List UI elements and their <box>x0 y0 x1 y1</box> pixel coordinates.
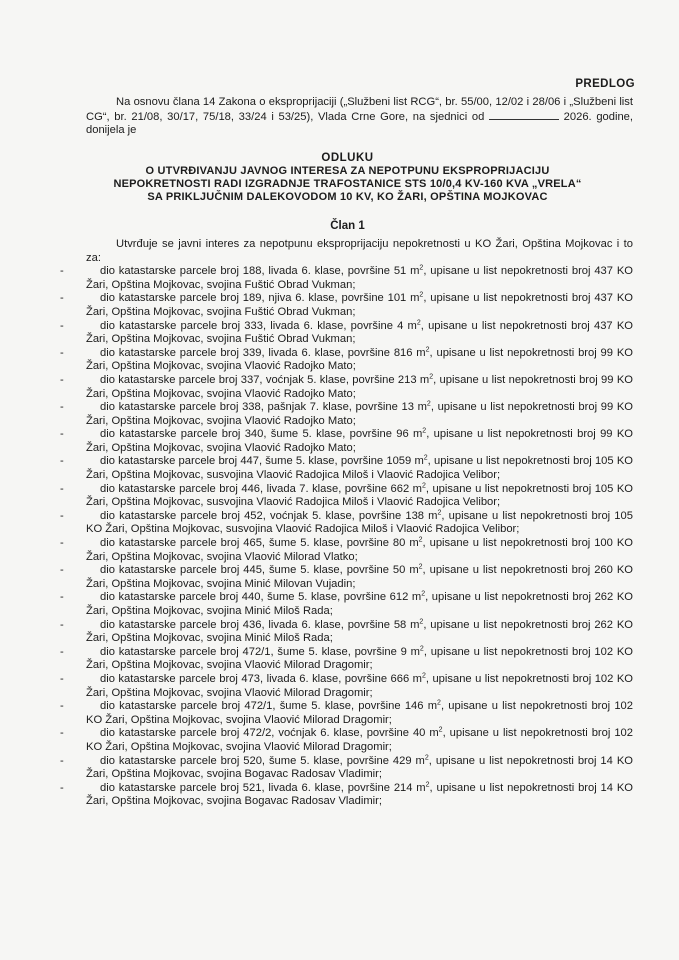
list-dash: - <box>60 455 64 468</box>
parcel-text: dio katastarske parcele broj 445, šume 5. klase, površine 50 m <box>100 564 419 577</box>
parcel-text: dio katastarske parcele broj 440, šume 5. klase, površine 612 m <box>100 591 422 604</box>
parcel-registry-text: , upisane u list nepokretnosti broj 102 KO Žari, Opština Mojkovac, svojina Vlaović Milorad Dragomir; <box>86 645 633 672</box>
parcel-item <box>60 483 633 510</box>
square-meter-exponent: 2 <box>419 645 424 653</box>
list-dash: - <box>60 727 64 740</box>
square-meter-exponent: 2 <box>418 536 423 544</box>
square-meter-exponent: 2 <box>421 590 426 598</box>
parcel-text: dio katastarske parcele broj 189, njiva 6. klase, površine 101 m <box>100 292 420 305</box>
list-dash: - <box>60 754 64 767</box>
square-meter-exponent: 2 <box>419 617 424 625</box>
parcel-item <box>60 374 633 401</box>
preamble <box>86 96 633 138</box>
decision-title <box>86 152 609 205</box>
parcel-item <box>60 265 633 292</box>
list-dash: - <box>60 700 64 713</box>
article-intro: Utvrđuje se javni interes za nepotpunu eksproprijaciju nepokretnosti u KO Žari, Opština Mojkovac i to za: <box>86 237 633 264</box>
list-dash: - <box>60 482 64 495</box>
title-odluka: ODLUKU <box>321 151 374 164</box>
square-meter-exponent: 2 <box>437 699 441 707</box>
parcel-item <box>60 401 633 428</box>
parcel-item <box>60 700 633 727</box>
parcel-registry-text: , upisane u list nepokretnosti broj 105 KO Žari, Opština Mojkovac, susvojina Vlaović Radojica Miloš i Vlaović Radojica Velibor; <box>86 482 633 509</box>
parcel-registry-text: , upisane u list nepokretnosti broj 262 KO Žari, Opština Mojkovac, svojina Minić Miloš Rada; <box>86 618 633 645</box>
square-meter-exponent: 2 <box>419 264 424 272</box>
parcel-text: dio katastarske parcele broj 447, šume 5. klase, površine 1059 m <box>100 455 424 468</box>
parcel-text: dio katastarske parcele broj 340, šume 5. klase, površine 96 m <box>100 428 423 441</box>
parcel-text: dio katastarske parcele broj 521, livada 6. klase, površine 214 m <box>100 781 426 794</box>
parcel-text: dio katastarske parcele broj 436, livada 6. klase, površine 58 m <box>100 618 420 631</box>
list-dash: - <box>60 537 64 550</box>
date-blank-line <box>489 110 559 120</box>
parcel-text: dio katastarske parcele broj 520, šume 5. klase, površine 429 m <box>100 754 425 767</box>
parcel-text: dio katastarske parcele broj 337, voćnjak 5. klase, površine 213 m <box>100 373 430 386</box>
parcel-registry-text: , upisane u list nepokretnosti broj 260 KO Žari, Opština Mojkovac, svojina Minić Milovan Vujadin; <box>86 564 633 590</box>
parcel-text: dio katastarske parcele broj 473, livada 6. klase, površine 666 m <box>100 672 422 685</box>
square-meter-exponent: 2 <box>419 291 424 299</box>
parcel-registry-text: , upisane u list nepokretnosti broj 99 KO Žari, Opština Mojkovac, svojina Vlaović Radojko Mato; <box>86 373 633 400</box>
square-meter-exponent: 2 <box>424 753 429 761</box>
list-dash: - <box>60 618 64 631</box>
title-line-3: SA PRIKLJUČNIM DALEKOVODOM 10 KV, KO ŽARI, OPŠTINA MOJKOVAC <box>147 191 548 204</box>
parcel-item <box>60 619 633 646</box>
list-dash: - <box>60 319 64 332</box>
parcel-text: dio katastarske parcele broj 333, livada 6. klase, površine 4 m <box>100 319 417 332</box>
parcel-registry-text: , upisane u list nepokretnosti broj 437 KO Žari, Opština Mojkovac, svojina Fuštić Obrad Vukman; <box>86 265 633 291</box>
square-meter-exponent: 2 <box>425 780 430 788</box>
list-dash: - <box>60 346 64 359</box>
parcel-item <box>60 591 633 618</box>
parcel-registry-text: , upisane u list nepokretnosti broj 14 KO Žari, Opština Mojkovac, svojina Bogavac Radosav Vladimir; <box>86 781 633 808</box>
square-meter-exponent: 2 <box>438 726 443 734</box>
list-dash: - <box>60 591 64 604</box>
square-meter-exponent: 2 <box>421 672 426 680</box>
parcel-registry-text: , upisane u list nepokretnosti broj 99 KO Žari, Opština Mojkovac, svojina Vlaović Radojko Mato; <box>86 401 633 427</box>
predlog-label: PREDLOG <box>575 78 635 90</box>
parcel-item <box>60 510 633 537</box>
parcel-list <box>60 265 633 809</box>
parcel-item <box>60 347 633 374</box>
parcel-registry-text: , upisane u list nepokretnosti broj 99 KO Žari, Opština Mojkovac, svojina Vlaović Radojko Mato; <box>86 428 633 454</box>
parcel-item <box>60 455 633 482</box>
list-dash: - <box>60 509 64 522</box>
parcel-text: dio katastarske parcele broj 452, voćnjak 5. klase, površine 138 m <box>100 509 438 522</box>
parcel-registry-text: , upisane u list nepokretnosti broj 102 KO Žari, Opština Mojkovac, svojina Vlaović Milorad Dragomir; <box>86 700 633 726</box>
parcel-registry-text: , upisane u list nepokretnosti broj 102 KO Žari, Opština Mojkovac, svojina Vlaović Milorad Dragomir; <box>86 727 633 753</box>
parcel-item <box>60 428 633 455</box>
list-dash: - <box>60 564 64 577</box>
parcel-registry-text: , upisane u list nepokretnosti broj 437 KO Žari, Opština Mojkovac, svojina Fuštić Obrad Vukman; <box>86 319 633 346</box>
parcel-registry-text: , upisane u list nepokretnosti broj 14 KO Žari, Opština Mojkovac, svojina Bogavac Radosav Vladimir; <box>86 754 633 781</box>
parcel-item <box>60 782 633 809</box>
parcel-item <box>60 673 633 700</box>
list-dash: - <box>60 401 64 414</box>
parcel-item <box>60 292 633 319</box>
square-meter-exponent: 2 <box>416 318 421 326</box>
parcel-text: dio katastarske parcele broj 338, pašnjak 7. klase, površine 13 m <box>100 401 427 414</box>
parcel-text: dio katastarske parcele broj 465, šume 5. klase, površine 80 m <box>100 537 419 550</box>
square-meter-exponent: 2 <box>418 563 423 571</box>
parcel-item <box>60 755 633 782</box>
square-meter-exponent: 2 <box>437 509 442 517</box>
list-dash: - <box>60 292 64 305</box>
list-dash: - <box>60 645 64 658</box>
parcel-text: dio katastarske parcele broj 188, livada 6. klase, površine 51 m <box>100 265 420 278</box>
parcel-text: dio katastarske parcele broj 472/2, voćnjak 6. klase, površine 40 m <box>100 727 439 740</box>
parcel-registry-text: , upisane u list nepokretnosti broj 99 KO Žari, Opština Mojkovac, svojina Vlaović Radojko Mato; <box>86 346 633 373</box>
parcel-registry-text: , upisane u list nepokretnosti broj 105 KO Žari, Opština Mojkovac, susvojina Vlaović Radojica Miloš i Vlaović Radojica Velibor; <box>86 509 633 536</box>
parcel-item <box>60 646 633 673</box>
list-dash: - <box>60 265 64 278</box>
title-line-2: NEPOKRETNOSTI RADI IZGRADNJE TRAFOSTANICE STS 10/0,4 KV-160 KVA „VRELA“ <box>113 178 582 191</box>
parcel-item <box>60 537 633 564</box>
parcel-registry-text: , upisane u list nepokretnosti broj 100 KO Žari, Opština Mojkovac, svojina Vlaović Milorad Vlatko; <box>86 537 633 563</box>
square-meter-exponent: 2 <box>426 400 431 408</box>
article-heading: Član 1 <box>330 220 365 233</box>
square-meter-exponent: 2 <box>422 427 427 435</box>
preamble-text-2: 2026. godine, donijela je <box>86 110 634 137</box>
parcel-item <box>60 320 633 347</box>
preamble-text-1: Na osnovu člana 14 Zakona o eksproprijaciji („Službeni list RCG“, br. 55/00, 12/02 i 28/06 i „Službeni list CG“, br. 21/08, 30/17, 75/18, 33/24 i 53/25), Vlada Crne Gore, na sjednici od <box>86 96 633 123</box>
parcel-item <box>60 727 633 754</box>
square-meter-exponent: 2 <box>421 481 426 489</box>
title-line-1: O UTVRĐIVANJU JAVNOG INTERESA ZA NEPOTPUNU EKSPROPRIJACIJU <box>145 165 550 178</box>
list-dash: - <box>60 781 64 794</box>
list-dash: - <box>60 672 64 685</box>
parcel-registry-text: , upisane u list nepokretnosti broj 437 KO Žari, Opština Mojkovac, svojina Fuštić Obrad Vukman; <box>86 292 633 318</box>
parcel-registry-text: , upisane u list nepokretnosti broj 262 KO Žari, Opština Mojkovac, svojina Minić Miloš Rada; <box>86 591 633 617</box>
parcel-item <box>60 564 633 591</box>
list-dash: - <box>60 428 64 441</box>
parcel-text: dio katastarske parcele broj 472/1, šume 5. klase, površine 9 m <box>100 645 420 658</box>
parcel-text: dio katastarske parcele broj 446, livada 7. klase, površine 662 m <box>100 482 422 495</box>
square-meter-exponent: 2 <box>429 373 434 381</box>
list-dash: - <box>60 373 64 386</box>
parcel-registry-text: , upisane u list nepokretnosti broj 105 KO Žari, Opština Mojkovac, susvojina Vlaović Radojica Miloš i Vlaović Radojica Velibor; <box>86 455 633 482</box>
square-meter-exponent: 2 <box>423 454 428 462</box>
parcel-text: dio katastarske parcele broj 472/1, šume 5. klase, površine 146 m <box>100 700 438 713</box>
parcel-registry-text: , upisane u list nepokretnosti broj 102 KO Žari, Opština Mojkovac, svojina Vlaović Milorad Dragomir; <box>86 672 633 699</box>
parcel-text: dio katastarske parcele broj 339, livada 6. klase, površine 816 m <box>100 346 426 359</box>
square-meter-exponent: 2 <box>425 345 430 353</box>
